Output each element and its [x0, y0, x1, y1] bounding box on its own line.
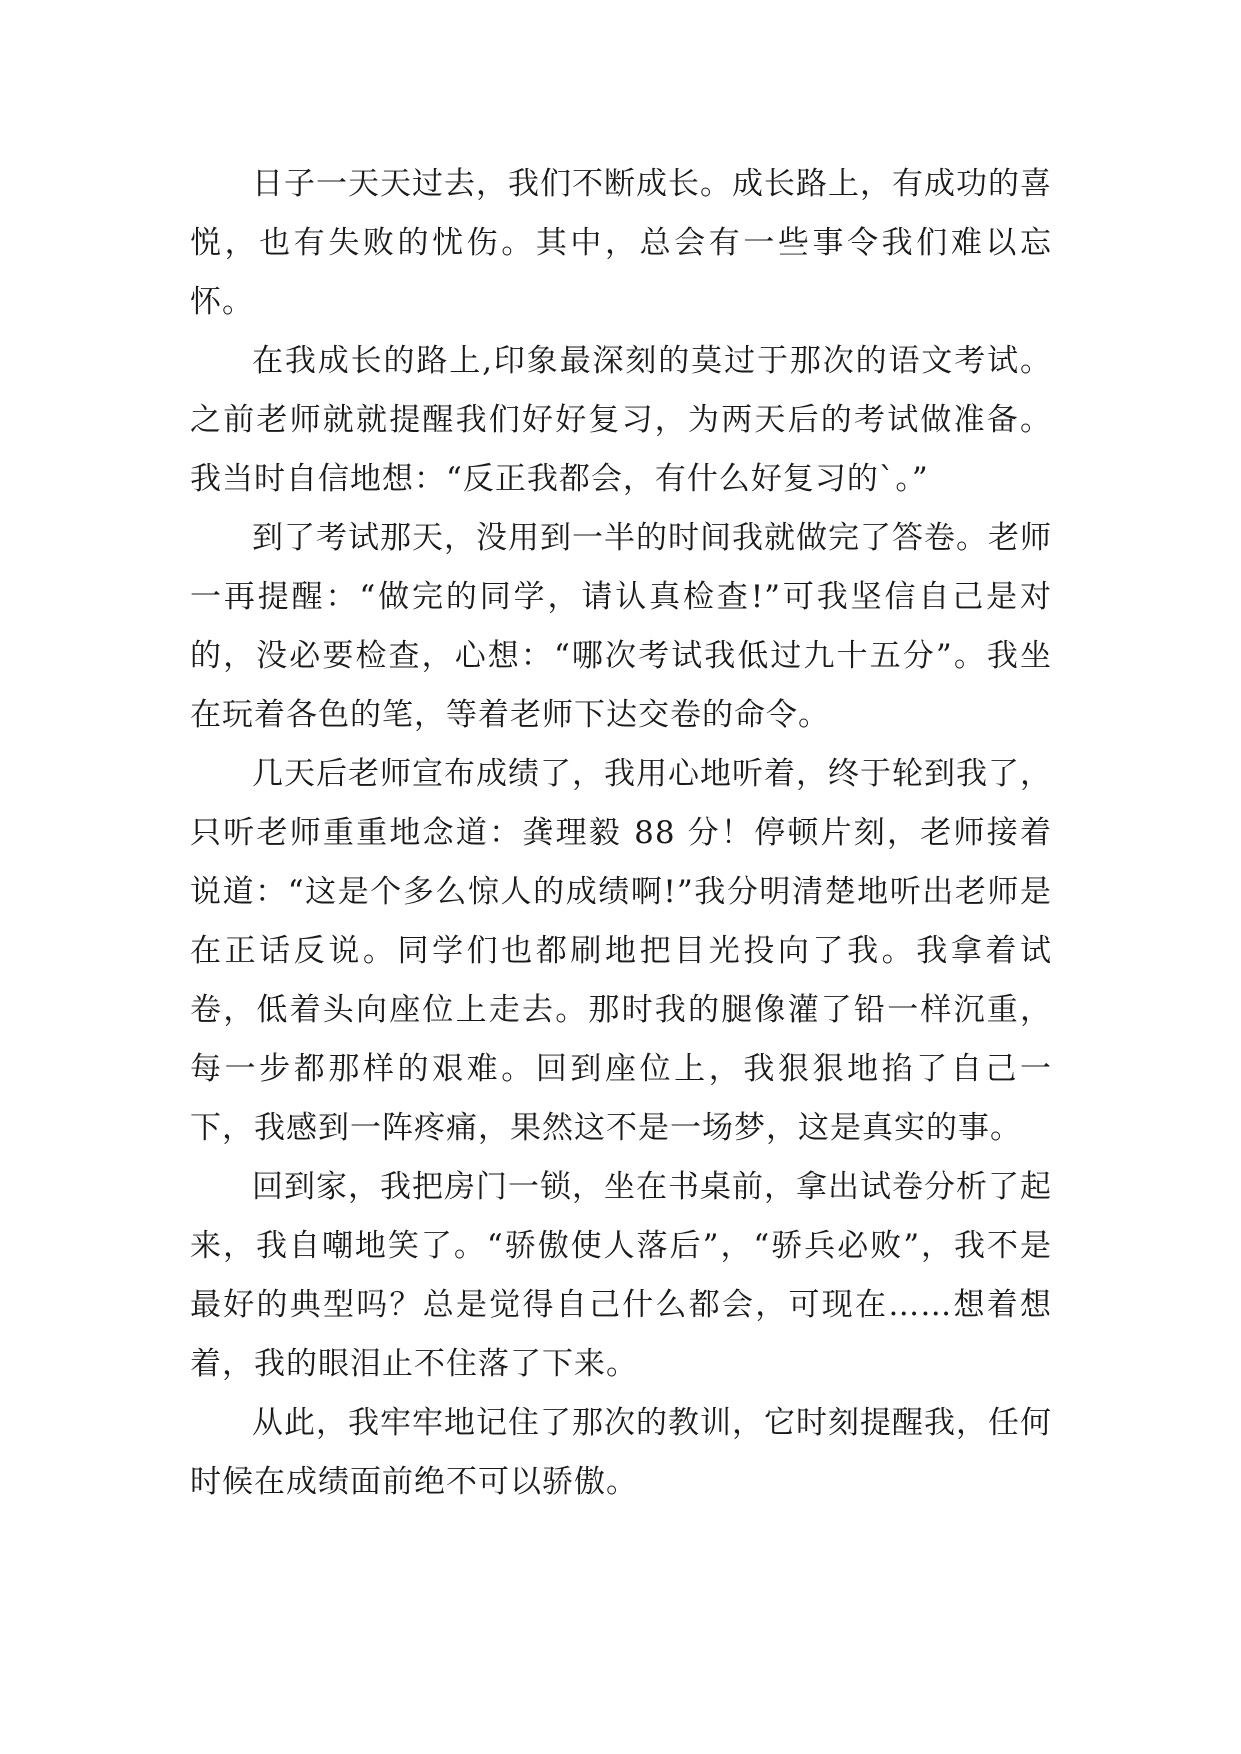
- paragraph-2: 在我成长的路上,印象最深刻的莫过于那次的语文考试。之前老师就就提醒我们好好复习，为两天后的考试做准备。我当时自信地想：“反正我都会，有什么好复习的`。”: [190, 343, 1052, 497]
- paragraph-1: 日子一天天过去，我们不断成长。成长路上，有成功的喜悦，也有失败的忧伤。其中，总会有一些事令我们难以忘怀。: [190, 166, 1052, 320]
- paragraph-3: 到了考试那天，没用到一半的时间我就做完了答卷。老师一再提醒：“做完的同学，请认真检查!”可我坚信自己是对的，没必要检查，心想：“哪次考试我低过九十五分”。我坐在玩着各色的笔，等着老师下达交卷的命令。: [190, 520, 1052, 733]
- paragraph-6: 从此，我牢牢地记住了那次的教训，它时刻提醒我，任何时候在成绩面前绝不可以骄傲。: [190, 1405, 1052, 1500]
- paragraph-5: 回到家，我把房门一锁，坐在书桌前，拿出试卷分析了起来，我自嘲地笑了。“骄傲使人落后”，“骄兵必败”，我不是最好的典型吗？总是觉得自己什么都会，可现在……想着想着，我的眼泪止不住落了下来。: [190, 1169, 1052, 1382]
- paragraph-4: 几天后老师宣布成绩了，我用心地听着，终于轮到我了，只听老师重重地念道：龚理毅 88 分！停顿片刻，老师接着说道：“这是个多么惊人的成绩啊!”我分明清楚地听出老师是在正话反说。同学们也都刷地把目光投向了我。我拿着试卷，低着头向座位上走去。那时我的腿像灌了铅一样沉重，每一步都那样的艰难。回到座位上，我狠狠地掐了自己一下，我感到一阵疼痛，果然这不是一场梦，这是真实的事。: [190, 756, 1052, 1146]
- essay-body: [190, 155, 1052, 1512]
